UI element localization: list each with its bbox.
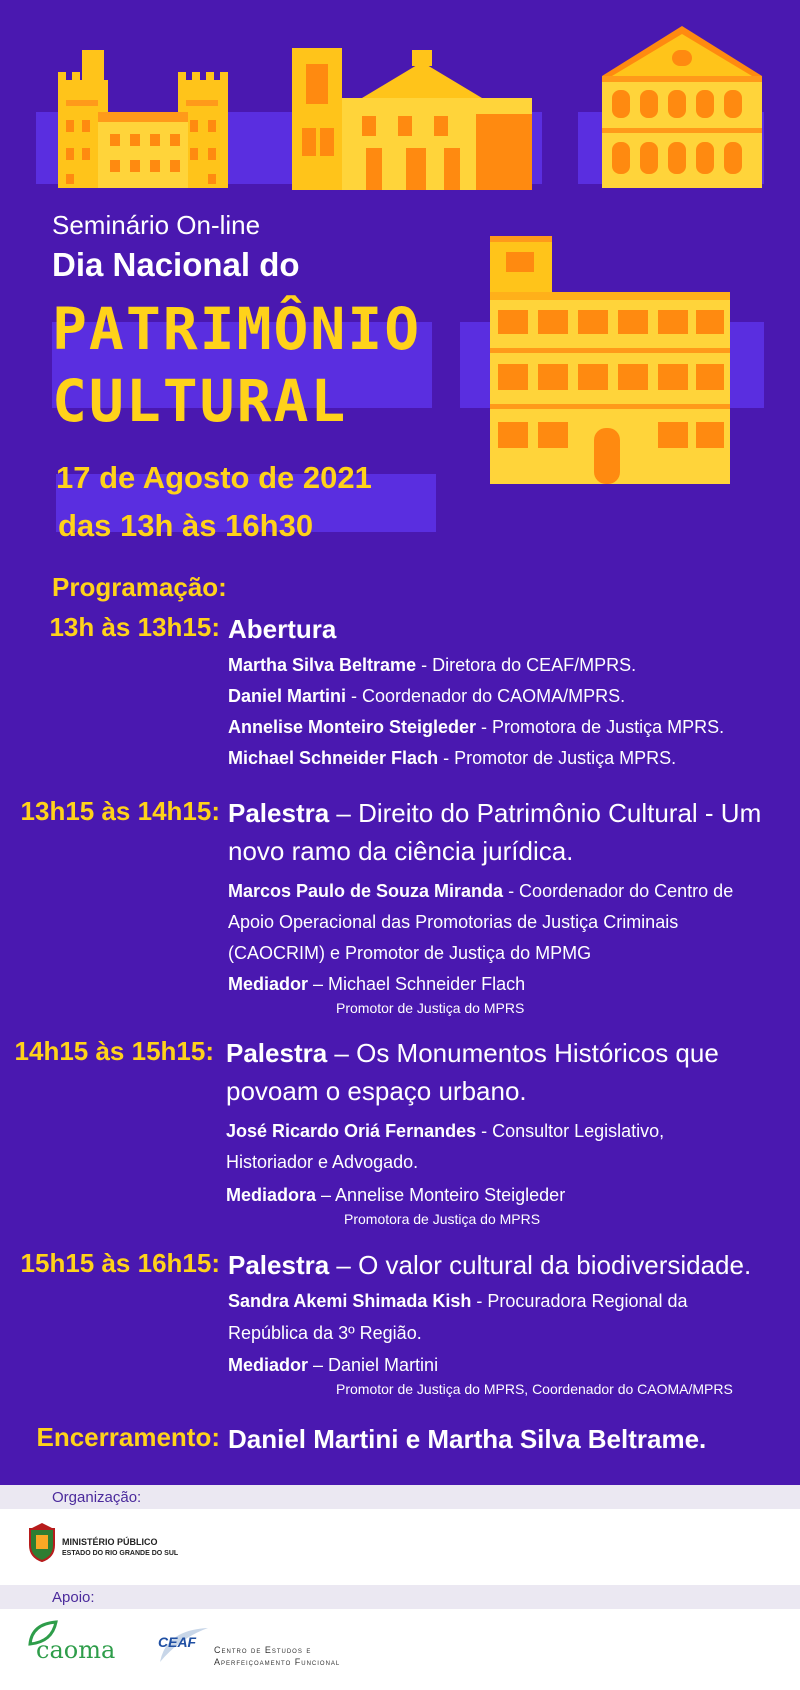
closing-label: Encerramento: xyxy=(36,1422,220,1452)
speaker-name: Marcos Paulo de Souza Miranda xyxy=(228,881,504,901)
slot-title-line-1: – O valor cultural da biodiversidade. xyxy=(329,1250,752,1280)
speaker-role-line: República da 3º Região. xyxy=(228,1323,422,1343)
church-illustration xyxy=(292,44,532,190)
slot-time: 13h às 13h15: xyxy=(49,612,220,642)
speaker-line xyxy=(228,681,788,712)
speaker-name: Daniel Martini xyxy=(228,686,347,706)
mediator-line xyxy=(228,1350,788,1381)
slot-title-line-2: novo ramo da ciência jurídica. xyxy=(228,836,574,866)
caoma-logo xyxy=(26,1618,136,1674)
speaker-name: Annelise Monteiro Steigleder xyxy=(228,717,477,737)
speaker-role: - Promotor de Justiça MPRS. xyxy=(438,748,677,768)
mp-logo xyxy=(26,1523,226,1567)
slot-title-line-2: povoam o espaço urbano. xyxy=(226,1076,527,1106)
speaker-line xyxy=(226,1116,786,1147)
slot-title xyxy=(228,1246,768,1284)
heading-line-2: CULTURAL xyxy=(52,367,348,435)
speaker-line xyxy=(228,1286,788,1317)
organization-label: Organização: xyxy=(52,1489,142,1506)
support-strip xyxy=(0,1585,800,1609)
station-illustration xyxy=(602,26,762,188)
speaker-role-line: Apoio Operacional das Promotorias de Justiça Criminais xyxy=(228,912,679,932)
mediator-role: Promotor de Justiça do MPRS, Coordenador do CAOMA/MPRS xyxy=(336,1381,733,1397)
speaker-role: - Procuradora Regional da xyxy=(471,1291,688,1311)
slot-time: 14h15 às 15h15: xyxy=(14,1036,214,1066)
mediator-name: – Michael Schneider Flach xyxy=(308,974,526,994)
mediator-line xyxy=(226,1180,786,1211)
mp-logo-line-2: ESTADO DO RIO GRANDE DO SUL xyxy=(62,1550,179,1557)
slot-title: Abertura xyxy=(228,614,337,644)
event-hours: das 13h às 16h30 xyxy=(58,508,314,543)
mediator-label: Mediador xyxy=(228,974,309,994)
closing-text: Daniel Martini e Martha Silva Beltrame. xyxy=(228,1424,707,1454)
slot-title-line-1: – Direito do Patrimônio Cultural - Um xyxy=(329,798,762,828)
speaker-line xyxy=(228,876,788,907)
speaker-role: - Consultor Legislativo, xyxy=(476,1121,665,1141)
coat-of-arms-icon xyxy=(26,1523,58,1563)
mediator-line xyxy=(228,969,788,1000)
speaker-line xyxy=(228,743,788,774)
speaker-role: - Promotora de Justiça MPRS. xyxy=(476,717,725,737)
caoma-wordmark: caoma xyxy=(36,1636,116,1664)
slot-title-line-1: – Os Monumentos Históricos que xyxy=(327,1038,719,1068)
palace-illustration xyxy=(490,236,730,484)
speaker-name: Martha Silva Beltrame xyxy=(228,655,417,675)
castle-illustration xyxy=(58,28,228,188)
speaker-role: - Coordenador do CAOMA/MPRS. xyxy=(346,686,626,706)
seminar-title: Dia Nacional do xyxy=(52,246,300,283)
speaker-role: - Coordenador do Centro de xyxy=(503,881,734,901)
seminar-subtitle: Seminário On-line xyxy=(52,210,261,240)
speaker-name: Sandra Akemi Shimada Kish xyxy=(228,1291,472,1311)
slot-time: 13h15 às 14h15: xyxy=(20,796,220,826)
support-label: Apoio: xyxy=(52,1589,95,1606)
speaker-name: Michael Schneider Flach xyxy=(228,748,439,768)
ceaf-line-2: Aperfeiçoamento Funcional xyxy=(214,1657,341,1667)
event-date: 17 de Agosto de 2021 xyxy=(56,460,372,495)
speaker-role-line: (CAOCRIM) e Promotor de Justiça do MPMG xyxy=(228,943,592,963)
mediator-role: Promotora de Justiça do MPRS xyxy=(344,1211,541,1227)
slot-title xyxy=(228,794,768,832)
mediator-name: – Annelise Monteiro Steigleder xyxy=(316,1185,566,1205)
mediator-label: Mediador xyxy=(228,1355,309,1375)
mp-logo-line-1: MINISTÉRIO PÚBLICO xyxy=(62,1537,158,1547)
slot-kind: Palestra xyxy=(226,1038,328,1068)
slot-kind: Palestra xyxy=(228,1250,330,1280)
mediator-name: – Daniel Martini xyxy=(308,1355,439,1375)
slot-time: 15h15 às 16h15: xyxy=(20,1248,220,1278)
speaker-role: - Diretora do CEAF/MPRS. xyxy=(416,655,637,675)
speaker-role-line: Historiador e Advogado. xyxy=(226,1152,419,1172)
slot-kind: Palestra xyxy=(228,798,330,828)
ceaf-logo xyxy=(156,1622,376,1678)
heading-line-1: PATRIMÔNIO xyxy=(52,295,422,363)
speaker-line xyxy=(228,712,788,743)
slot-title xyxy=(226,1034,766,1072)
mediator-label: Mediadora xyxy=(226,1185,317,1205)
ceaf-wordmark: CEAF xyxy=(158,1634,197,1650)
ceaf-line-1: Centro de Estudos e xyxy=(214,1645,312,1655)
speaker-line xyxy=(228,650,788,681)
mediator-role: Promotor de Justiça do MPRS xyxy=(336,1000,525,1016)
program-heading: Programação: xyxy=(52,572,227,602)
speaker-name: José Ricardo Oriá Fernandes xyxy=(226,1121,477,1141)
